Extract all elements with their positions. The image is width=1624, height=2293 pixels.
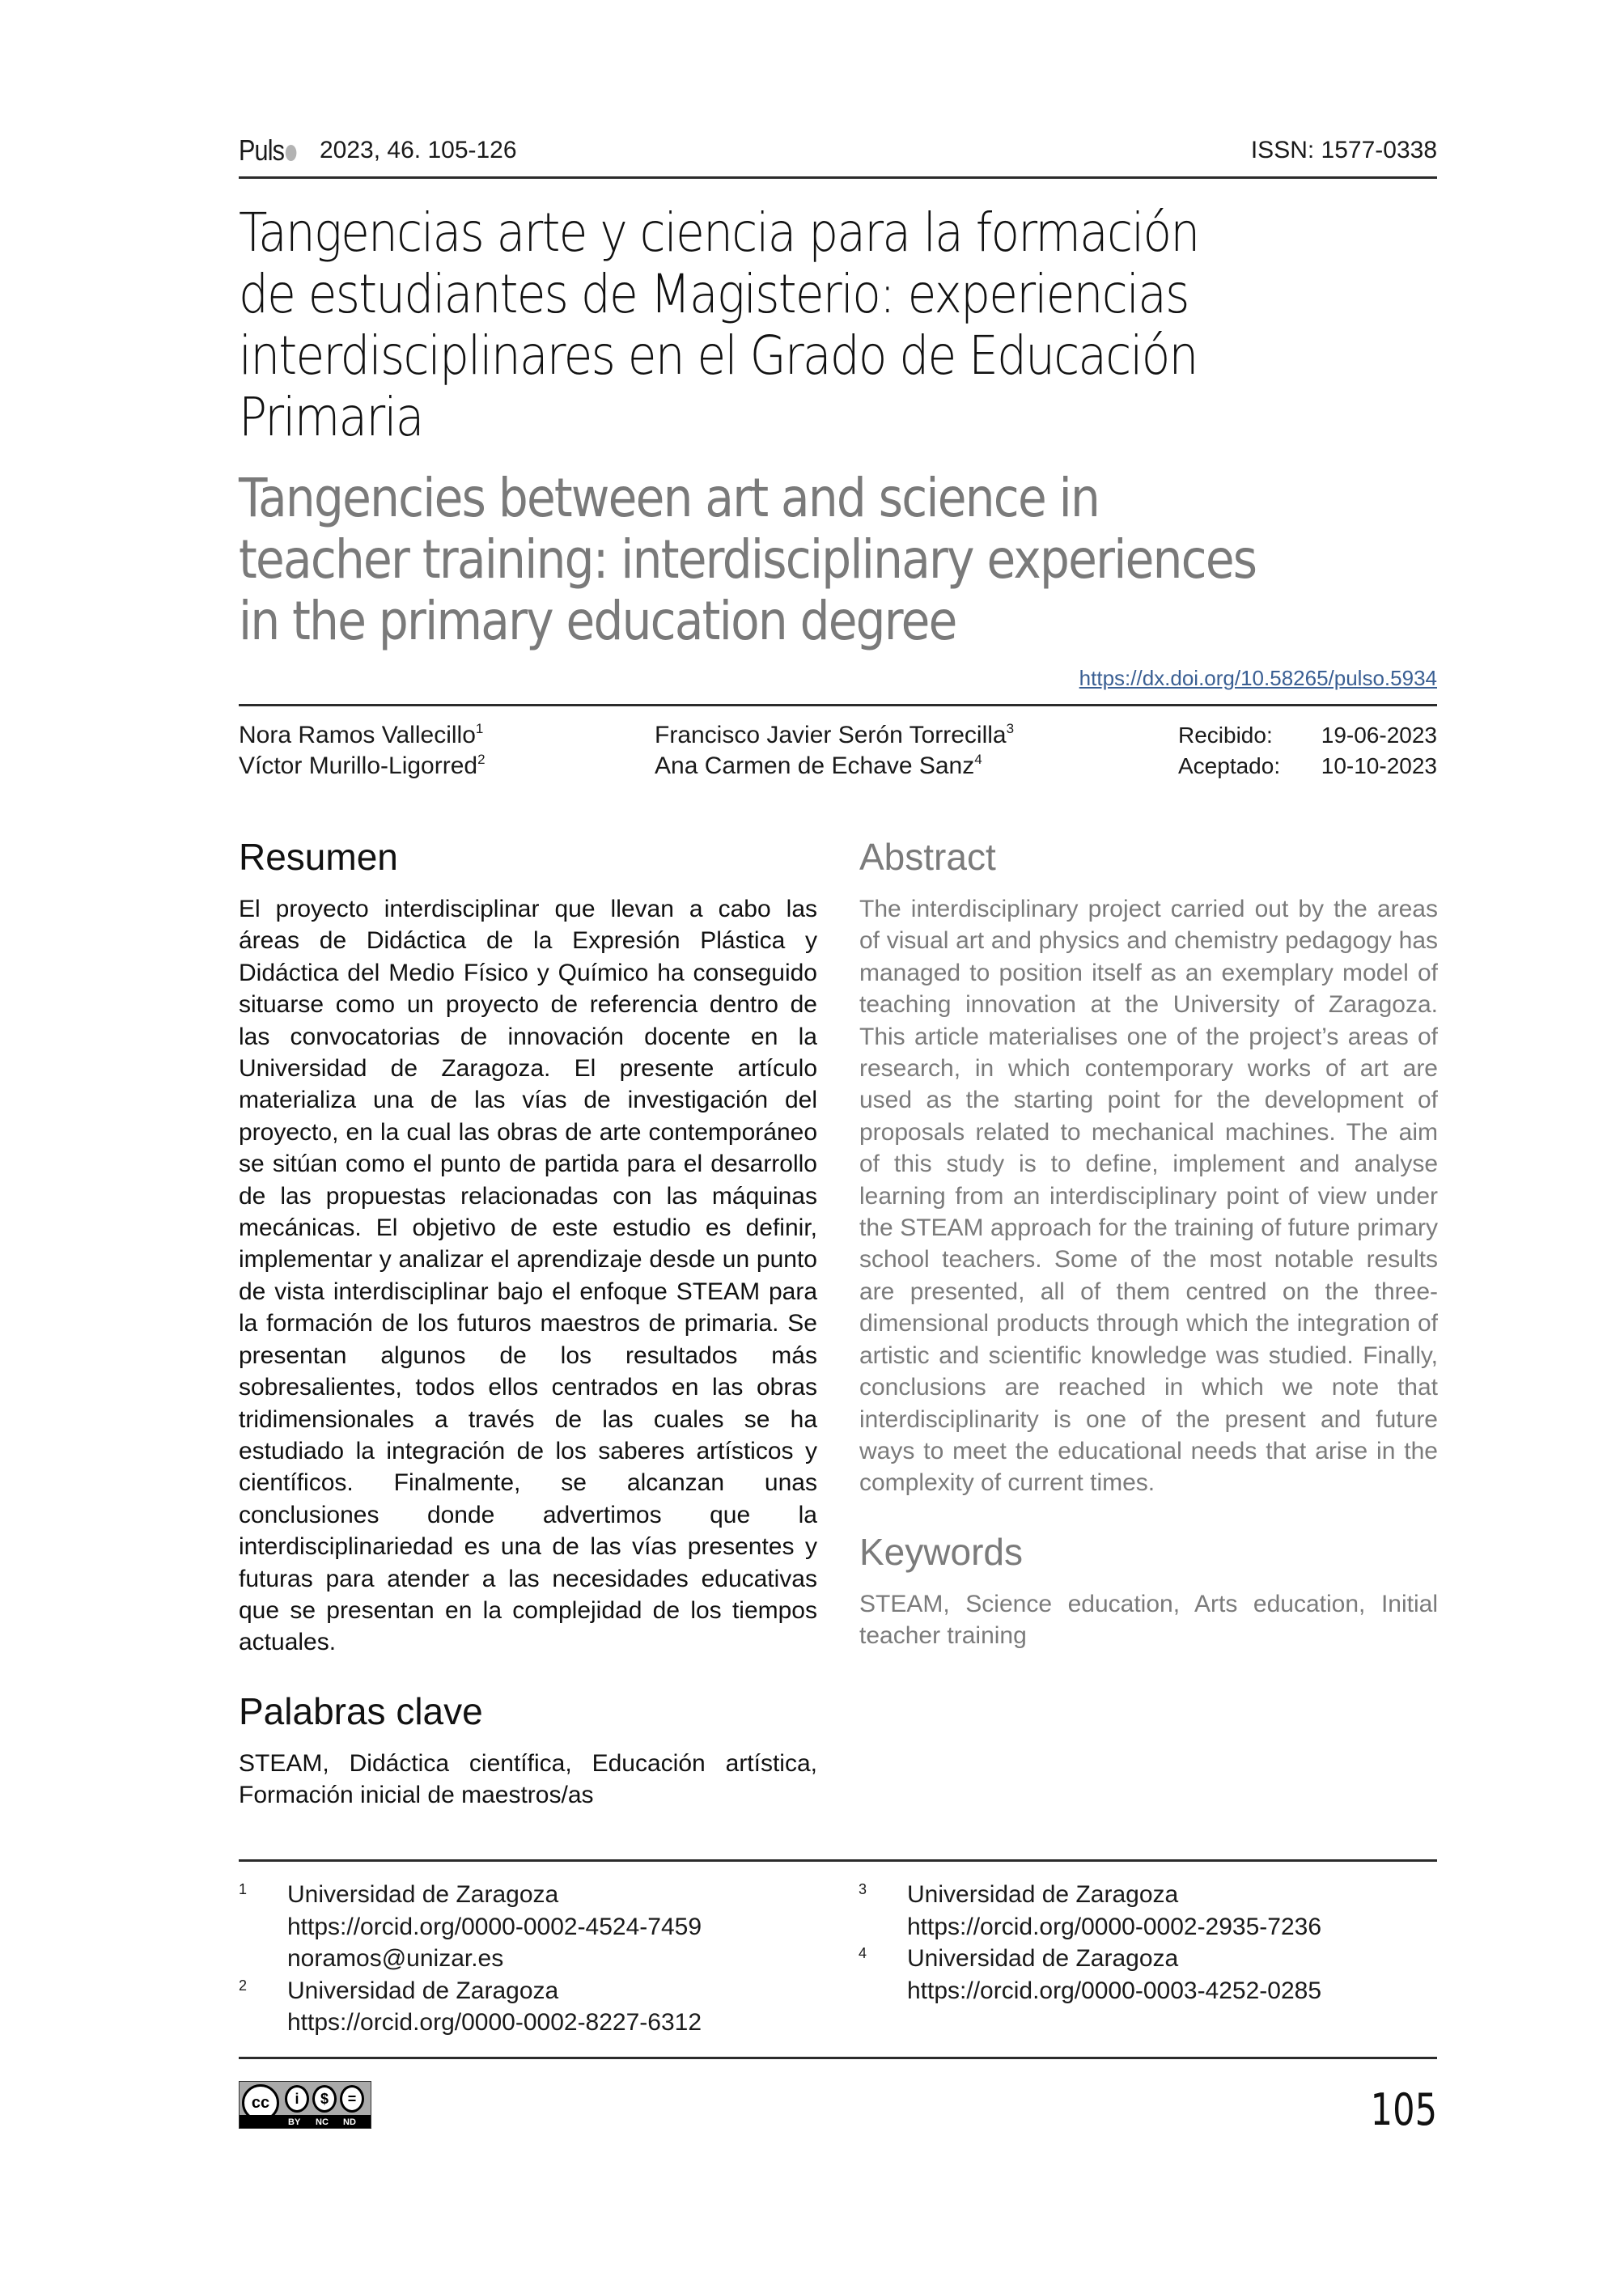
title-english xyxy=(239,468,1335,652)
footnotes-top-rule xyxy=(239,1859,1437,1862)
date-received: Recibido: 19-06-2023 xyxy=(1178,723,1437,748)
cc-icon: cc xyxy=(242,2084,279,2121)
keywords-heading: Keywords xyxy=(859,1530,1023,1573)
author: Francisco Javier Serón Torrecilla$^3$ xyxy=(655,721,1015,748)
license-label-nc: NC xyxy=(316,2117,329,2127)
license-label-by: BY xyxy=(288,2117,301,2127)
date-accepted: Aceptado: 10-10-2023 xyxy=(1178,753,1437,778)
resumen-heading: Resumen xyxy=(239,836,398,878)
footnote-affiliation: Universidad de Zaragoza xyxy=(907,1881,1179,1908)
journal-dot-icon xyxy=(286,145,297,161)
title-spanish-line: de estudiantes de Magisterio: experiencias xyxy=(239,263,1189,325)
title-english-line: teacher training: interdisciplinary experiences xyxy=(239,528,1257,591)
license-label-nd: ND xyxy=(343,2117,356,2127)
footnote-number: 4 xyxy=(859,1945,867,1961)
footnote xyxy=(239,1975,702,2039)
palabras-clave-list: STEAM, Didáctica científica, Educación artística, Formación inicial de maestros/as xyxy=(239,1749,817,1809)
footnote-orcid[interactable]: https://orcid.org/0000-0002-4524-7459 xyxy=(287,1913,702,1940)
title-spanish xyxy=(239,202,1293,448)
header-rule xyxy=(239,176,1437,179)
author: Ana Carmen de Echave Sanz$^4$ xyxy=(655,752,982,779)
noncommercial-icon: $ xyxy=(312,2085,337,2113)
issue-reference: 2023, 46. 105-126 xyxy=(320,137,517,163)
title-english-line: Tangencies between art and science in xyxy=(239,467,1100,529)
issn: ISSN: 1577-0338 xyxy=(1250,137,1437,163)
footnote-number: 2 xyxy=(239,1977,248,1994)
running-header xyxy=(239,134,1437,166)
footnote-email[interactable]: noramos@unizar.es xyxy=(287,1945,504,1972)
resumen-section xyxy=(239,833,817,1812)
footnotes-column-right xyxy=(859,1879,1321,2007)
submission-dates xyxy=(1178,720,1437,782)
affiliation-marker: 2 xyxy=(477,752,486,767)
title-spanish-line: Tangencias arte y ciencia para la formación xyxy=(239,201,1199,264)
footnote-affiliation: Universidad de Zaragoza xyxy=(907,1945,1179,1972)
palabras-clave-heading: Palabras clave xyxy=(239,1689,483,1732)
abstract-heading: Abstract xyxy=(859,836,996,878)
license-label-bar xyxy=(240,2115,371,2128)
footnote-number: 1 xyxy=(239,1881,248,1897)
keywords-list: STEAM, Science education, Arts education, Initial teacher training xyxy=(859,1590,1438,1650)
footnote xyxy=(859,1943,1321,2007)
footnote xyxy=(859,1879,1321,1943)
noderivatives-icon: = xyxy=(340,2085,364,2113)
title-spanish-line: Primaria xyxy=(239,386,423,448)
affiliation-marker: 3 xyxy=(1006,721,1015,736)
doi-link[interactable]: https://dx.doi.org/10.58265/pulso.5934 xyxy=(1079,666,1437,690)
attribution-icon: i xyxy=(285,2085,309,2113)
title-rule xyxy=(239,704,1437,706)
footnotes-column-left xyxy=(239,1879,702,2039)
abstract-section xyxy=(859,833,1438,1652)
journal-name: Puls xyxy=(239,134,285,167)
footnote-orcid[interactable]: https://orcid.org/0000-0002-2935-7236 xyxy=(907,1913,1322,1940)
resumen-body: El proyecto interdisciplinar que llevan a cabo las áreas de Didáctica de la Expresión Plástica y Didáctica del Medio Físico y Químico ha conseguido situarse como un proyecto de referencia dentro de las convocatorias de innovación docente en la Universidad de Zaragoza. El presente artículo materializa una de las vías de investigación del proyecto, en la cual las obras de arte contemporáneo se sitúan como el punto de partida para el desarrollo de las propuestas relacionadas con las máquinas mecánicas. El objetivo de este estudio es definir, implementar y analizar el aprendizaje desde un punto de vista interdisciplinar bajo el enfoque STEAM para la formación de los futuros maestros de primaria. Se presentan algunos de los resultados más sobresalientes, todos ellos centrados en las obras tridimensionales a través de las cuales se ha estudiado la integración de los saberes artísticos y científicos. Finalmente, se alcanzan unas conclusiones donde advertimos que la interdisciplinariedad es una de las vías presentes y futuras para atender a las necesidades educativas que se presentan en la complejidad de los tiempos actuales. xyxy=(239,896,817,1656)
title-english-line: in the primary education degree xyxy=(239,590,956,652)
footnote xyxy=(239,1879,702,1975)
footnotes-bottom-rule xyxy=(239,2057,1437,2059)
author: Víctor Murillo-Ligorred$^2$ xyxy=(239,752,486,779)
abstract-body: The interdisciplinary project carried out by the areas of visual art and physics and chemistry pedagogy has managed to position itself as an exemplary model of teaching innovation at the University of Zaragoza. This article materialises one of the project’s areas of research, in which contemporary works of art are used as the starting point for the development of proposals related to mechanical machines. The aim of this study is to define, implement and analyse learning from an interdisciplinary point of view under the STEAM approach for the training of future primary school teachers. Some of the most notable results are presented, all of them centred on the three-dimensional products through which the integration of artistic and scientific knowledge was studied. Finally, conclusions are reached in which we note that interdisciplinarity is one of the present and future ways to meet the educational needs that arise in the complexity of current times. xyxy=(859,896,1438,1497)
cc-by-nc-nd-icon[interactable] xyxy=(239,2081,371,2129)
journal-logo xyxy=(239,134,296,167)
footnote-orcid[interactable]: https://orcid.org/0000-0002-8227-6312 xyxy=(287,2009,702,2036)
footnote-orcid[interactable]: https://orcid.org/0000-0003-4252-0285 xyxy=(907,1977,1322,2004)
footnote-affiliation: Universidad de Zaragoza xyxy=(287,1881,559,1908)
title-spanish-line: interdisciplinares en el Grado de Educación xyxy=(239,324,1198,387)
author: Nora Ramos Vallecillo$^1$ xyxy=(239,721,484,748)
footnote-affiliation: Universidad de Zaragoza xyxy=(287,1977,559,2004)
authors-column-left xyxy=(239,720,486,782)
affiliation-marker: 4 xyxy=(974,752,982,767)
affiliation-marker: 1 xyxy=(475,721,484,736)
page-number: 105 xyxy=(1370,2084,1437,2135)
footnote-number: 3 xyxy=(859,1881,867,1897)
authors-column-middle xyxy=(655,720,1014,782)
